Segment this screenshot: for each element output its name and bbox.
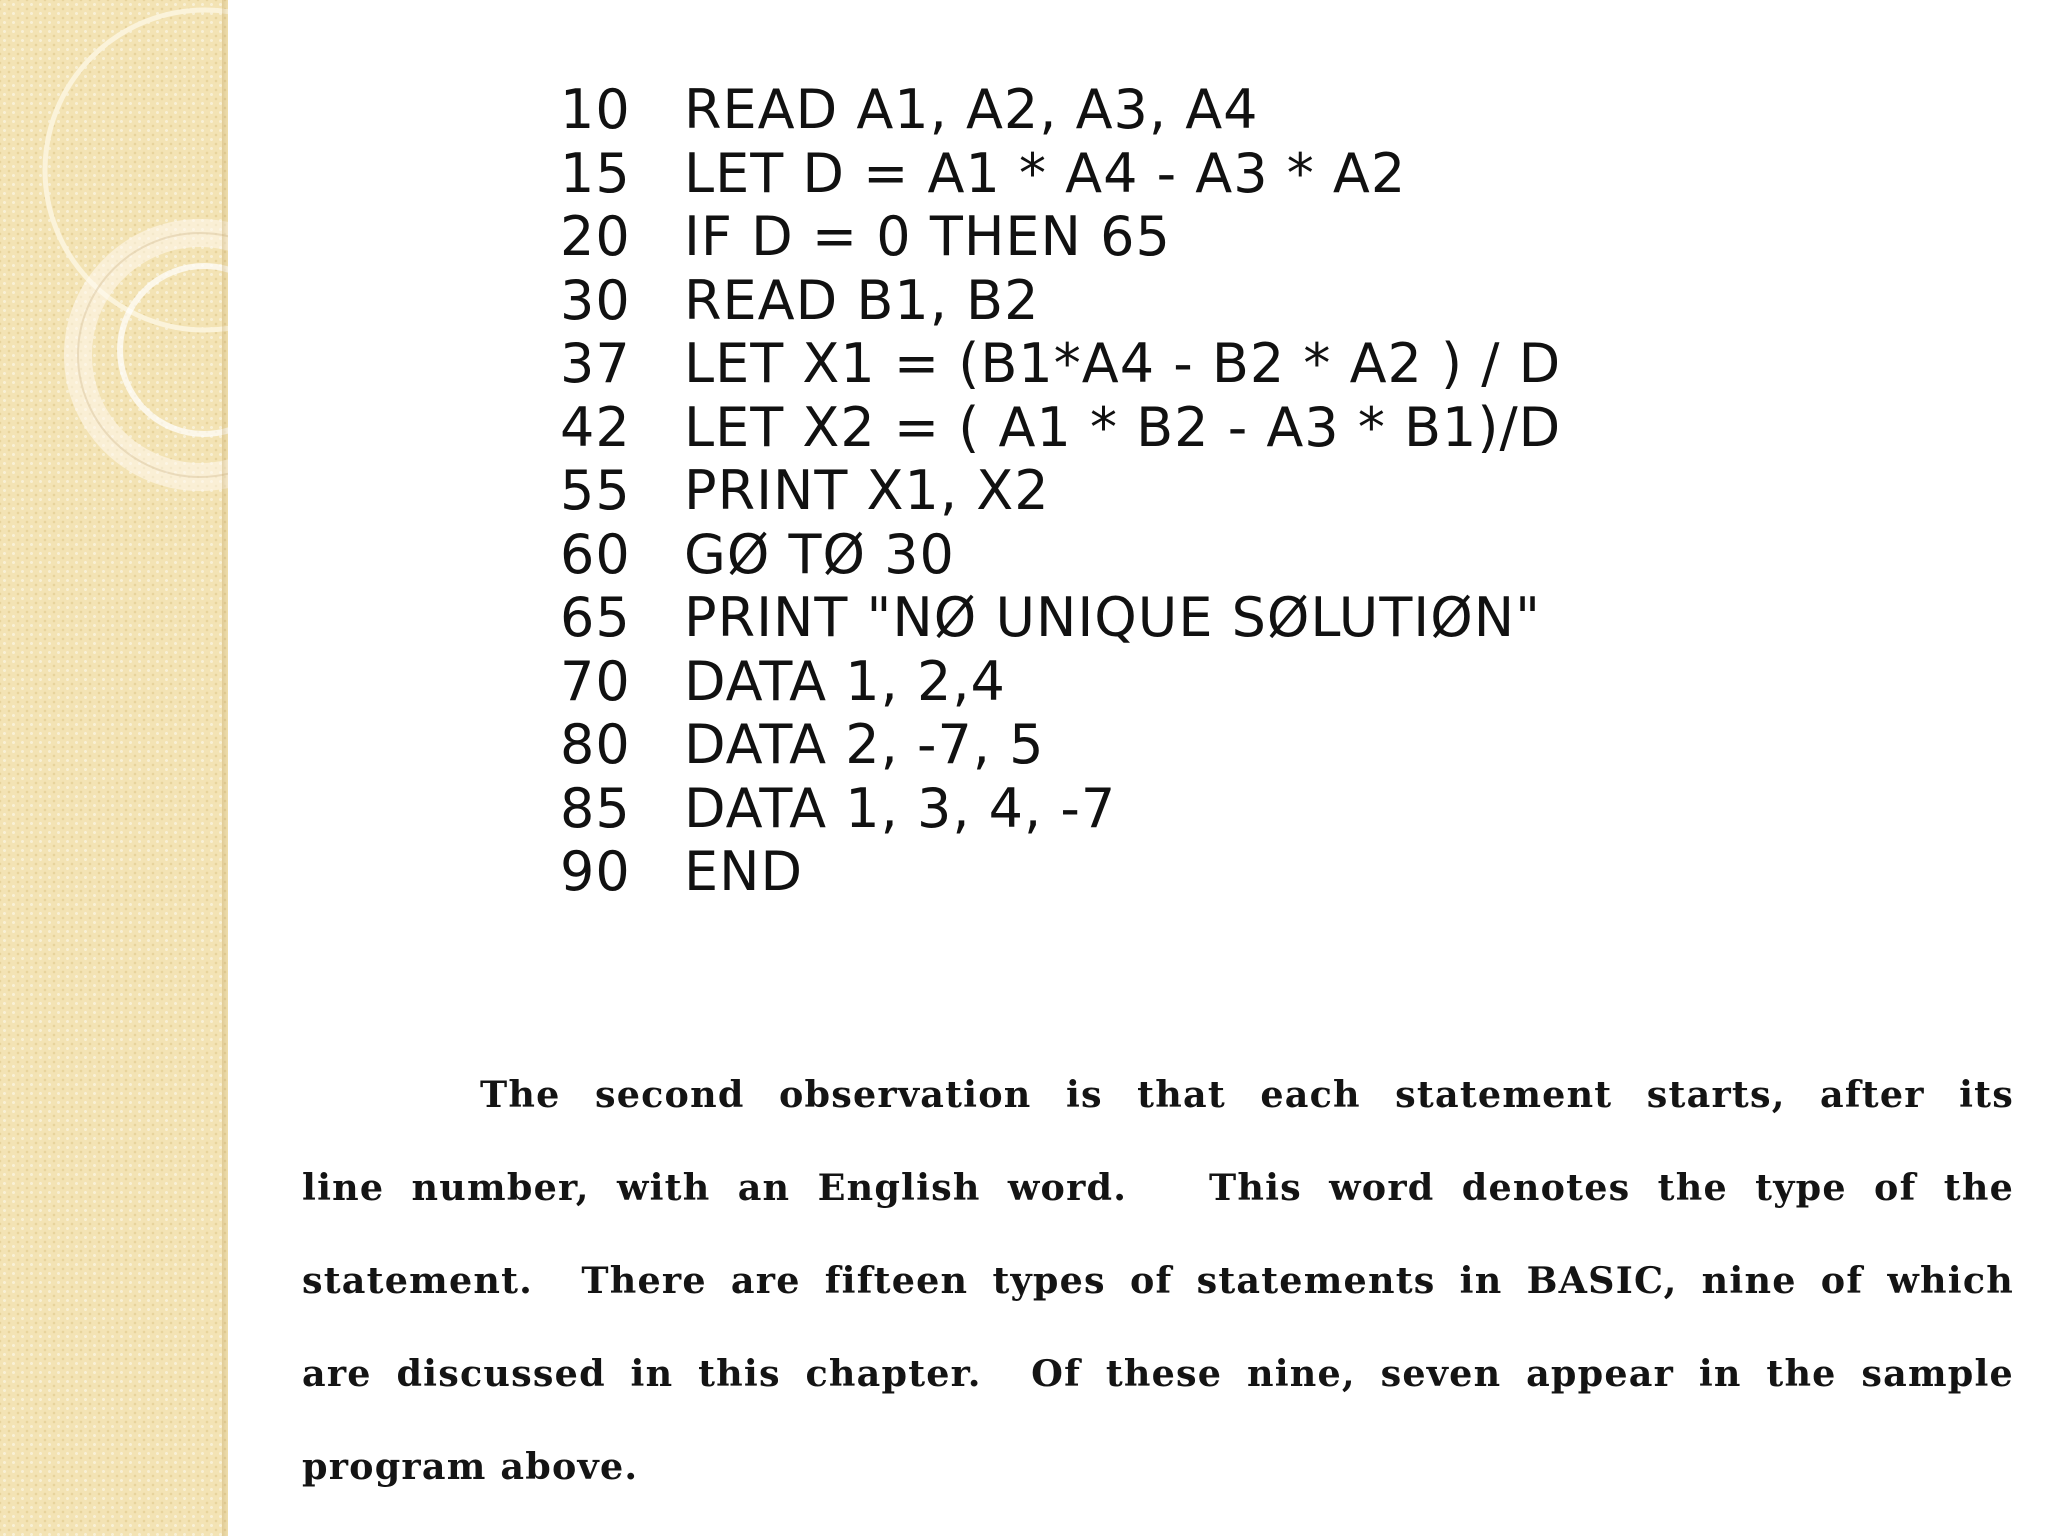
line-number: 90 bbox=[560, 840, 631, 903]
code-line bbox=[560, 205, 1800, 269]
code-line bbox=[560, 332, 1800, 396]
code-line bbox=[560, 396, 1800, 460]
code-line bbox=[560, 777, 1800, 841]
code-line bbox=[560, 840, 1800, 904]
code-line bbox=[560, 269, 1800, 333]
body-paragraph bbox=[302, 1060, 2014, 1525]
line-number: 42 bbox=[560, 395, 631, 459]
decorative-circles bbox=[0, 0, 228, 520]
code-line bbox=[560, 586, 1800, 650]
line-number: 15 bbox=[560, 141, 631, 205]
line-number: 70 bbox=[560, 649, 631, 713]
paragraph-line: are discussed in this chapter. Of these nine, seven appear in the sample bbox=[302, 1352, 2014, 1395]
code-line bbox=[560, 650, 1800, 714]
statement-text: GØ TØ 30 bbox=[684, 522, 955, 586]
line-number: 60 bbox=[560, 522, 631, 586]
statement-text: END bbox=[684, 840, 804, 903]
code-line bbox=[560, 142, 1800, 206]
code-line bbox=[560, 459, 1800, 523]
paragraph-line: The second observation is that each statement starts, after its bbox=[480, 1073, 2014, 1116]
line-number: 20 bbox=[560, 205, 631, 268]
statement-text: READ A1, A2, A3, A4 bbox=[684, 78, 1259, 141]
paragraph-line: program above. bbox=[302, 1445, 639, 1488]
statement-text: LET D = A1 * A4 - A3 * A2 bbox=[684, 141, 1407, 205]
statement-text: IF D = 0 THEN 65 bbox=[684, 205, 1171, 268]
statement-text: DATA 2, -7, 5 bbox=[684, 713, 1045, 776]
code-line bbox=[560, 78, 1800, 142]
paragraph-line: statement. There are fifteen types of statements in BASIC, nine of which bbox=[302, 1259, 2014, 1302]
line-number: 37 bbox=[560, 332, 631, 395]
side-panel-shadow bbox=[222, 0, 228, 1536]
line-number: 80 bbox=[560, 713, 631, 776]
paragraph-line: line number, with an English word. This word denotes the type of the bbox=[302, 1166, 2014, 1209]
statement-text: PRINT X1, X2 bbox=[684, 459, 1050, 522]
line-number: 30 bbox=[560, 268, 631, 332]
statement-text: DATA 1, 3, 4, -7 bbox=[684, 776, 1117, 840]
code-line bbox=[560, 523, 1800, 587]
statement-text: LET X2 = ( A1 * B2 - A3 * B1)/D bbox=[684, 395, 1562, 459]
code-line bbox=[560, 713, 1800, 777]
decorative-side-panel bbox=[0, 0, 228, 1536]
line-number: 65 bbox=[560, 586, 631, 649]
line-number: 85 bbox=[560, 776, 631, 840]
statement-text: LET X1 = (B1*A4 - B2 * A2 ) / D bbox=[684, 332, 1562, 395]
basic-program-listing bbox=[560, 78, 1800, 904]
statement-text: READ B1, B2 bbox=[684, 268, 1040, 332]
statement-text: PRINT "NØ UNIQUE SØLUTIØN" bbox=[684, 586, 1541, 649]
statement-text: DATA 1, 2,4 bbox=[684, 649, 1006, 713]
line-number: 55 bbox=[560, 459, 631, 522]
line-number: 10 bbox=[560, 78, 631, 141]
